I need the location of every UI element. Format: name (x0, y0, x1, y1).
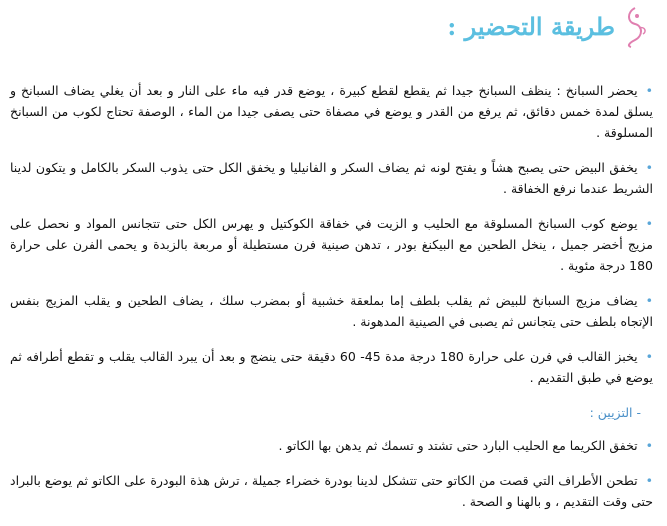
decoration-paragraph (10, 470, 653, 512)
pink-flourish-icon (621, 6, 649, 48)
decoration-paragraph (10, 435, 653, 456)
step-text: يوضع كوب السبانخ المسلوقة مع الحليب و الزيت في خفاقة الكوكتيل و يهرس الكل حتى تتجانس المواد و نحصل على مزيج أخضر جميل ، ينخل الطحين مع البيكنغ بودر ، تدهن صينية فرن مستطيلة أو مربعة بالزبدة و يحمى الفرن على حرارة 180 درجة مئوية . (10, 216, 653, 273)
bullet-icon: • (645, 160, 653, 175)
decoration-heading: - التزيين : (589, 405, 641, 420)
bullet-icon: • (645, 293, 653, 308)
bullet-icon: • (645, 349, 653, 364)
decoration-text: تخفق الكريما مع الحليب البارد حتى تشتد و تسمك ثم يدهن بها الكاتو . (278, 438, 638, 453)
step-paragraph (10, 290, 653, 332)
bullet-icon: • (645, 438, 653, 453)
step-paragraph (10, 80, 653, 143)
page-title: طريقة التحضير : (447, 12, 615, 41)
bullet-icon: • (645, 216, 653, 231)
step-text: يحضر السبانخ : ينظف السبانخ جيدا ثم يقطع لقطع كبيرة ، يوضع قدر فيه ماء على النار و بعد أن يغلي يضاف السبانخ و يسلق لمدة خمس دقائق، ثم يرفع من القدر و يوضع في مصفاة حتى يصفى جيدا من الماء ، الوصفة تحتاج لكوب من السبانخ المسلوقة . (10, 83, 653, 140)
step-text: يخبز القالب في فرن على حرارة 180 درجة مدة 45- 60 دقيقة حتى ينضج و بعد أن يبرد القالب يقلب و تقطع أطرافه ثم يوضع في طبق التقديم . (10, 349, 653, 385)
section-header (447, 6, 649, 48)
decoration-text: تطحن الأطراف التي قصت من الكاتو حتى تتشكل لدينا بودرة خضراء جميلة ، ترش هذة البودرة على الكاتو ثم يوضع بالبراد حتى وقت التقديم ، و بالهنا و الصحة . (10, 473, 653, 509)
instructions (10, 80, 653, 526)
step-text: يضاف مزيج السبانخ للبيض ثم يقلب بلطف إما بملعقة خشبية أو بمضرب سلك ، يضاف الطحين و يقلب المزيج بنفس الإتجاه بلطف حتى يتجانس ثم يصبى في الصينية المدهونة . (10, 293, 653, 329)
bullet-icon: • (645, 473, 653, 488)
step-paragraph (10, 213, 653, 276)
step-paragraph (10, 157, 653, 199)
bullet-icon: • (645, 83, 653, 98)
step-text: يخفق البيض حتى يصبح هشاً و يفتح لونه ثم يضاف السكر و الفانيليا و يخفق الكل حتى يذوب السكر بالكامل و يتكون لدينا الشريط عندما نرفع الخفاقة . (10, 160, 653, 196)
step-paragraph (10, 346, 653, 388)
